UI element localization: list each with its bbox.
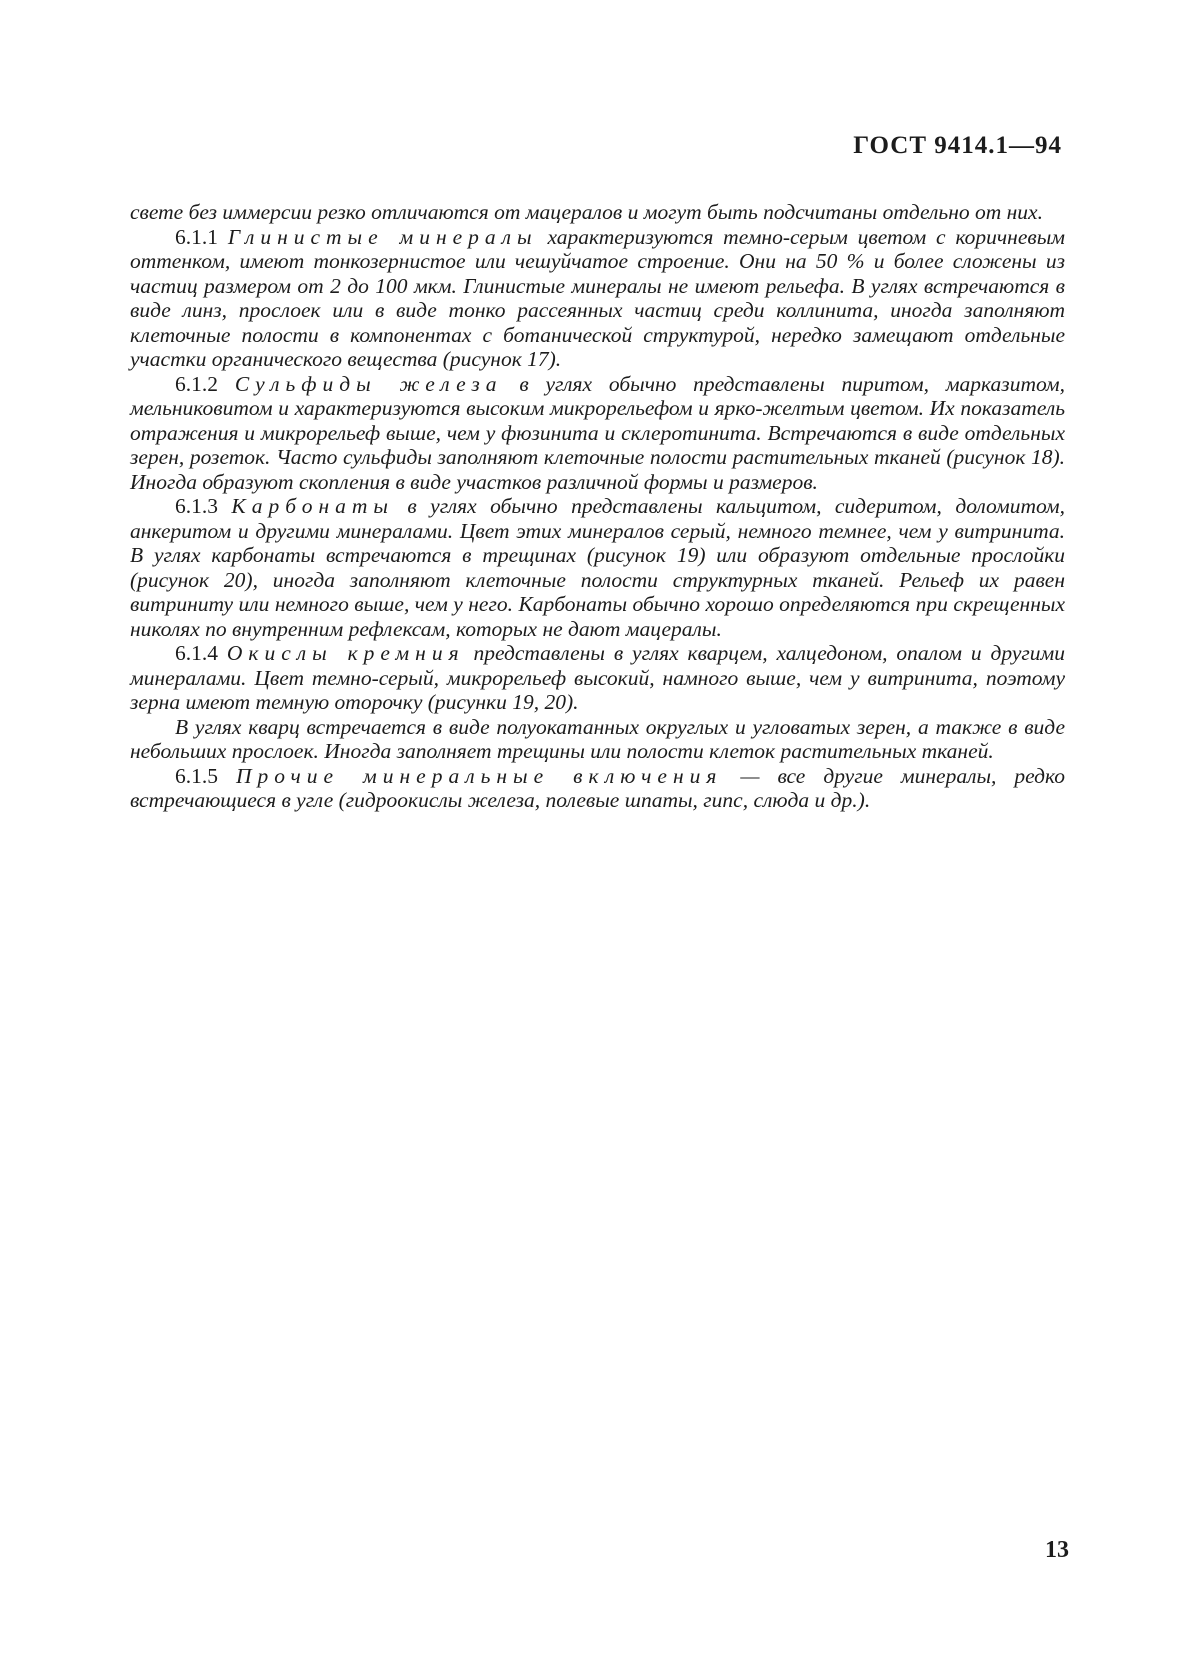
clause-text: характеризуются темно-серым цветом с коричневым оттенком, имеют тонкозернистое или чешуйчатое строение. Они на 50 % и более сложены из частиц размером от 2 до 100 мкм. Глинистые минералы не имеют рельефа. В углях встречаются в виде линз, прослоек или в виде тонко рассеянных частиц среди коллинита, иногда заполняют клеточные полости в компонентах с ботанической структурой, нередко замещают отдельные участки органического вещества (рисунок 17).: [130, 224, 1066, 371]
paragraph-continuation: свете без иммерсии резко отличаются от мацералов и могут быть подсчитаны отдельно от них.: [130, 200, 1043, 224]
paragraph-6-1-1: [130, 225, 1065, 372]
clause-term: Прочие минеральные включения: [236, 763, 723, 788]
clause-number: 6.1.4: [175, 641, 218, 665]
document-code: ГОСТ 9414.1—94: [853, 132, 1062, 159]
paragraph-6-1-2: [130, 372, 1065, 495]
clause-term: Глинистые минералы: [227, 224, 538, 249]
clause-term: Окислы кремния: [226, 641, 465, 665]
clause-text: представлены в углях кварцем, халцедоном, опалом и другими минералами. Цвет темно-серый, микрорельеф высокий, намного выше, чем у витринита, поэтому зерна имеют темную оторочку (рисунки 19, 20).: [130, 641, 1066, 714]
paragraph-6-1-5: [130, 764, 1065, 813]
page-number: 13: [1045, 1537, 1069, 1563]
clause-number: 6.1.2: [175, 371, 218, 396]
paragraph-6-1-4: [130, 641, 1065, 715]
paragraph-quartz: В углях кварц встречается в виде полуокатанных округлых и угловатых зерен, а также в виде небольших прослоек. Иногда заполняет трещины или полости клеток растительных тканей.: [130, 714, 1065, 763]
paragraph-6-1-3: [130, 494, 1065, 641]
clause-text: — все другие минералы, редко встречающиеся в угле (гидроокислы железа, полевые шпаты, гипс, слюда и др.).: [130, 763, 1065, 812]
clause-number: 6.1.1: [175, 224, 218, 249]
clause-text: в углях обычно представлены кальцитом, сидеритом, доломитом, анкеритом и другими минералами. Цвет этих минералов серый, немного темнее, чем у витринита. В углях карбонаты встречаются в трещинах (рисунок 19) или образуют отдельные прослойки (рисунок 20), иногда заполняют клеточные полости структурных тканей. Рельеф их равен витриниту или немного выше, чем у него. Карбонаты обычно хорошо определяются при скрещенных николях по внутренним рефлексам, которых не дают мацералы.: [130, 494, 1066, 641]
clause-number: 6.1.3: [175, 494, 218, 518]
clause-term: Сульфиды железа: [234, 371, 503, 396]
clause-term: Карбонаты: [231, 494, 394, 518]
clause-number: 6.1.5: [175, 763, 218, 788]
document-body: [130, 200, 1065, 813]
clause-text: в углях обычно представлены пиритом, марказитом, мельниковитом и характеризуются высоким микрорельефом и ярко-желтым цветом. Их показатель отражения и микрорельеф выше, чем у фюзинита и склеротинита. Встречаются в виде отдельных зерен, розеток. Часто сульфиды заполняют клеточные полости растительных тканей (рисунок 18). Иногда образуют скопления в виде участков различной формы и размеров.: [130, 371, 1065, 494]
